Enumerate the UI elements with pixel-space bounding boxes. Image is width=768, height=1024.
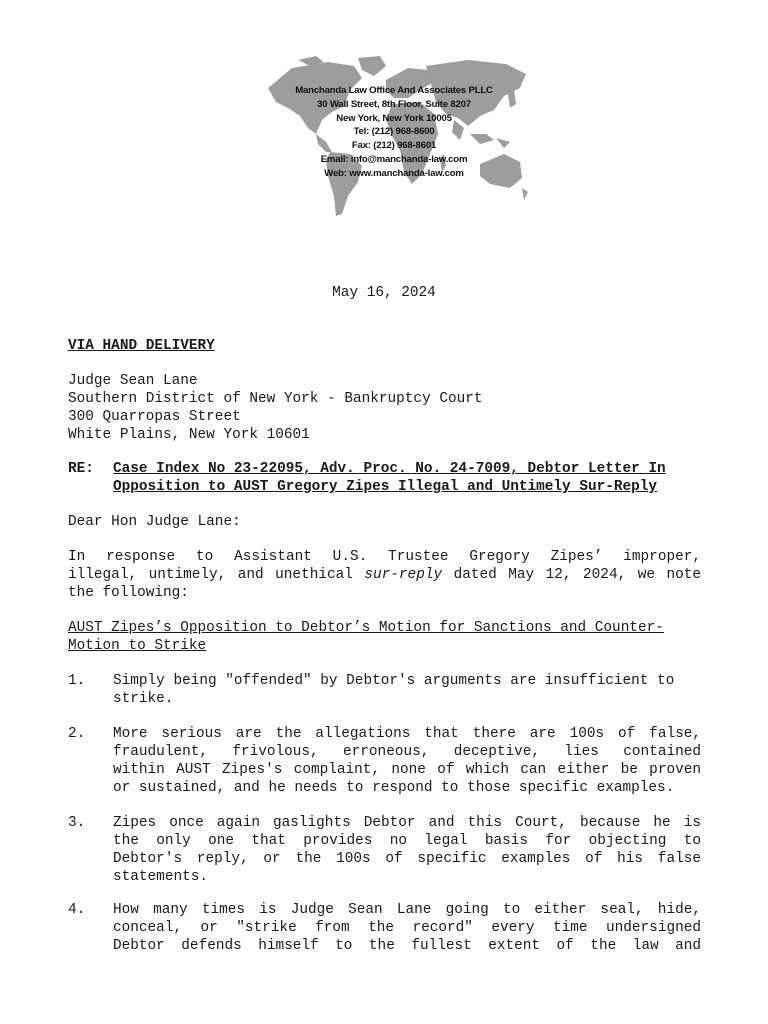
sur-reply-emphasis: sur-reply — [364, 567, 443, 583]
firm-website: Web: www.manchanda-law.com — [324, 167, 464, 179]
intro-line-2-start: illegal, untimely, and unethical — [68, 567, 365, 583]
section-heading — [68, 619, 701, 655]
re-label: RE: — [68, 461, 94, 477]
item-1-number: 1. — [68, 673, 86, 689]
item-2-line-4: or sustained, and he needs to respond to those specific examples. — [113, 780, 675, 796]
recipient-address — [68, 372, 701, 444]
item-1-line-2: strike. — [113, 691, 174, 707]
list-item — [113, 814, 701, 886]
recipient-city: White Plains, New York 10601 — [68, 427, 310, 443]
item-3-line-4: statements. — [113, 869, 208, 885]
item-1-line-1: Simply being "offended" by Debtor's arguments are insufficient to — [113, 673, 675, 689]
list-item — [113, 672, 701, 708]
firm-telephone: Tel: (212) 968-8600 — [353, 126, 435, 138]
item-4-line-3: Debtor defends himself to the fullest extent of the law and — [113, 938, 701, 954]
letterhead — [258, 54, 530, 222]
section-heading-line-2: Motion to Strike — [68, 638, 207, 654]
intro-line-3: the following: — [68, 585, 189, 601]
intro-paragraph — [68, 548, 701, 602]
recipient-name: Judge Sean Lane — [68, 373, 198, 389]
delivery-method: VIA HAND DELIVERY — [68, 338, 215, 354]
recipient-street: 300 Quarropas Street — [68, 409, 241, 425]
re-subject-line-2: Opposition to AUST Gregory Zipes Illegal and Untimely Sur-Reply — [113, 479, 658, 495]
intro-line-2 — [68, 566, 701, 584]
re-subject — [113, 460, 701, 496]
firm-fax: Fax: (212) 968-8601 — [351, 140, 437, 152]
firm-name: Manchanda Law Office And Associates PLLC — [295, 85, 493, 96]
firm-address-line-2: New York, New York 10005 — [336, 112, 452, 124]
firm-address-line-1: 30 Wall Street, 8th Floor, Suite 8207 — [317, 98, 471, 110]
item-2-line-3: within AUST Zipes's complaint, none of which can either be proven — [113, 762, 701, 778]
section-heading-line-1: AUST Zipes’s Opposition to Debtor’s Motion for Sanctions and Counter- — [68, 620, 664, 636]
item-3-line-3: Debtor's reply, or the 100s of specific examples of his false — [113, 851, 701, 867]
intro-line-2-end: dated May 12, 2024, we note — [442, 567, 701, 583]
recipient-court: Southern District of New York - Bankruptcy Court — [68, 391, 483, 407]
item-4-number: 4. — [68, 902, 86, 918]
item-2-line-2: fraudulent, frivolous, erroneous, deceptive, lies contained — [113, 744, 701, 760]
item-3-line-2: the only one that provides no legal basis for objecting to — [113, 833, 701, 849]
item-4-line-1: How many times is Judge Sean Lane going to either seal, hide, — [113, 902, 701, 918]
list-item — [113, 901, 701, 955]
item-3-number: 3. — [68, 815, 86, 831]
item-4-line-2: conceal, or "strike from the record" every time undersigned — [113, 920, 701, 936]
list-item — [113, 725, 701, 797]
item-3-line-1: Zipes once again gaslights Debtor and this Court, because he is — [113, 815, 701, 831]
letterhead-text — [258, 84, 530, 181]
letter-date: May 16, 2024 — [332, 285, 436, 301]
item-2-number: 2. — [68, 726, 86, 742]
firm-email: Email: info@manchanda-law.com — [320, 153, 468, 165]
intro-line-1: In response to Assistant U.S. Trustee Gregory Zipes’ improper, — [68, 549, 701, 565]
re-subject-line-1: Case Index No 23-22095, Adv. Proc. No. 24-7009, Debtor Letter In — [113, 461, 666, 477]
salutation: Dear Hon Judge Lane: — [68, 514, 241, 530]
item-2-line-1: More serious are the allegations that there are 100s of false, — [113, 726, 701, 742]
